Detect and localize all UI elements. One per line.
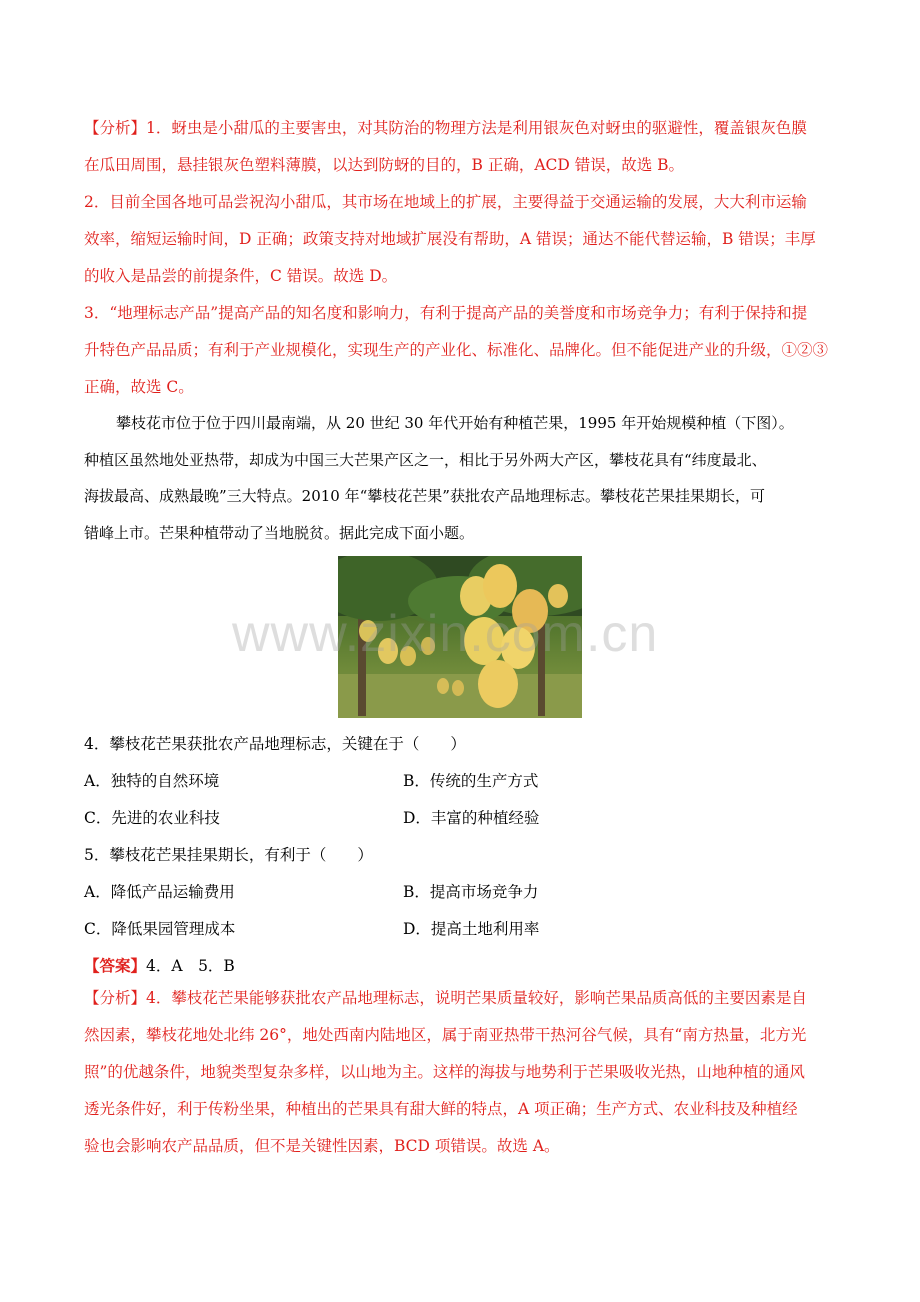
analysis-line: 的收入是品尝的前提条件，C 错误。故选 D。 bbox=[84, 267, 398, 285]
question-5-stem: 5．攀枝花芒果挂果期长，有利于（ ） bbox=[84, 846, 373, 864]
answer-text: 4．A 5．B bbox=[146, 957, 235, 975]
q5-option-b[interactable]: B．提高市场竞争力 bbox=[403, 883, 539, 901]
analysis-line: 3．“地理标志产品”提高产品的知名度和影响力，有利于提高产品的美誉度和市场竞争力；有利于保持和提 bbox=[84, 304, 808, 322]
q4-option-a[interactable]: A．独特的自然环境 bbox=[84, 772, 220, 790]
q4-option-d[interactable]: D．丰富的种植经验 bbox=[403, 809, 540, 827]
q4-option-c[interactable]: C．先进的农业科技 bbox=[84, 809, 220, 827]
answer-line bbox=[84, 954, 235, 976]
passage-line: 错峰上市。芒果种植带动了当地脱贫。据此完成下面小题。 bbox=[84, 523, 475, 542]
q5-option-d[interactable]: D．提高土地利用率 bbox=[403, 920, 540, 938]
analysis-line: 照”的优越条件，地貌类型复杂多样，以山地为主。这样的海拔与地势利于芒果吸收光热，山地种植的通风 bbox=[84, 1063, 805, 1081]
passage-line: 海拔最高、成熟最晚”三大特点。2010 年“攀枝花芒果”获批农产品地理标志。攀枝花芒果挂果期长，可 bbox=[84, 487, 765, 505]
answer-label: 【答案】 bbox=[84, 956, 147, 975]
analysis-line: 【分析】1．蚜虫是小甜瓜的主要害虫，对其防治的物理方法是利用银灰色对蚜虫的驱避性，覆盖银灰色膜 bbox=[84, 119, 807, 137]
analysis-line: 验也会影响农产品品质，但不是关键性因素，BCD 项错误。故选 A。 bbox=[84, 1137, 560, 1155]
q5-option-c[interactable]: C．降低果园管理成本 bbox=[84, 920, 236, 938]
reading-passage bbox=[84, 405, 854, 551]
analysis-line: 升特色产品品质；有利于产业规模化，实现生产的产业化、标准化、品牌化。但不能促进产业的升级，①②③ bbox=[84, 341, 829, 359]
watermark-text: www.zixin.com.cn bbox=[232, 605, 659, 663]
q5-option-a[interactable]: A．降低产品运输费用 bbox=[84, 883, 235, 901]
analysis-line: 2．目前全国各地可品尝祝沟小甜瓜，其市场在地域上的扩展，主要得益于交通运输的发展，大大利市运输 bbox=[84, 193, 807, 211]
analysis-line: 透光条件好，利于传粉坐果，种植出的芒果具有甜大鲜的特点，A 项正确；生产方式、农业科技及种植经 bbox=[84, 1100, 798, 1118]
passage-line: 种植区虽然地处亚热带，却成为中国三大芒果产区之一，相比于另外两大产区，攀枝花具有“纬度最北、 bbox=[84, 450, 767, 469]
q4-option-b[interactable]: B．传统的生产方式 bbox=[403, 772, 539, 790]
question-4-stem: 4．攀枝花芒果获批农产品地理标志，关键在于（ ） bbox=[84, 735, 466, 753]
analysis-line: 【分析】4．攀枝花芒果能够获批农产品地理标志，说明芒果质量较好，影响芒果品质高低的主要因素是自 bbox=[84, 989, 807, 1007]
passage-line: 攀枝花市位于位于四川最南端，从 20 世纪 30 年代开始有种植芒果，1995 年开始规模种植（下图）。 bbox=[116, 414, 794, 432]
analysis-line: 效率，缩短运输时间，D 正确；政策支持对地域扩展没有帮助，A 错误；通达不能代替运输，B 错误；丰厚 bbox=[84, 230, 816, 248]
analysis-line: 然因素，攀枝花地处北纬 26°，地处西南内陆地区，属于南亚热带干热河谷气候，具有“南方热量，北方光 bbox=[84, 1026, 807, 1044]
analysis-section-2 bbox=[84, 980, 840, 1165]
analysis-line: 在瓜田周围，悬挂银灰色塑料薄膜，以达到防蚜的目的，B 正确，ACD 错误，故选 B。 bbox=[84, 156, 685, 174]
analysis-line: 正确，故选 C。 bbox=[84, 378, 194, 396]
analysis-section-1 bbox=[84, 110, 840, 406]
